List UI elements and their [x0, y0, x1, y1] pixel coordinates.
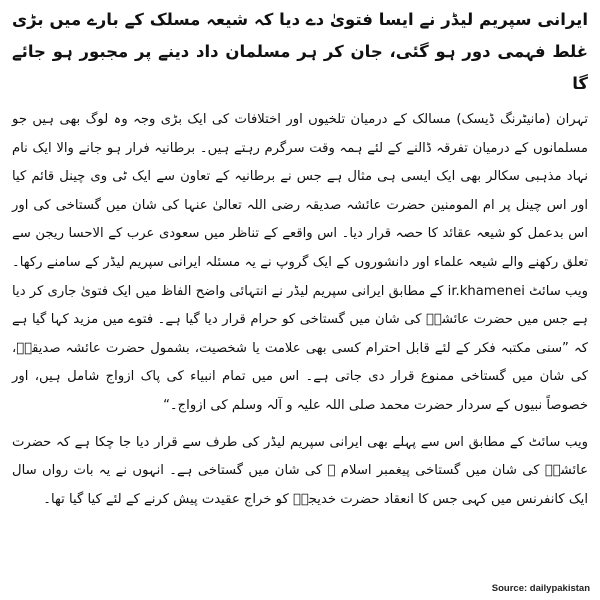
article-paragraph-1: تہران (مانیٹرنگ ڈیسک) مسالک کے درمیان تلخیوں اور اختلافات کی ایک بڑی وجہ وہ لوگ بھی ہیں جو مسلمانوں کے درمیان تفرقہ ڈالنے کے لئے ہمہ وقت سرگرم رہتے ہیں۔ برطانیہ فرار ہو جانے والا ایک نام نہاد مذہبی سکالر بھی ایک ایسی ہی مثال ہے جس نے برطانیہ کے تعاون سے ایک ٹی وی چینل قائم کیا اور اس چینل پر ام المومنین حضرت عائشہ صدیقہ رضی اللہ تعالیٰ عنہا کی شان میں گستاخی کی اور اس بدعمل کو شیعہ عقائد کا حصہ قرار دیا۔ اس واقعے کے تناظر میں سعودی عرب کے الاحسا ریجن سے تعلق رکھنے والے شیعہ علماء اور دانشوروں کے ایک گروپ نے یہ مسئلہ ایرانی سپریم لیڈر کے سامنے رکھا۔ ویب سائٹ ir.khamenei کے مطابق ایرانی سپریم لیڈر نے انتہائی واضح الفاظ میں ایک فتویٰ جاری کر دیا ہے جس میں حضرت عائشہؓ کی شان میں گستاخی کو حرام قرار دیا گیا ہے۔ فتوے میں مزید کہا گیا ہے کہ ”سنی مکتبہ فکر کے لئے قابل احترام کسی بھی علامت یا شخصیت، بشمول حضرت عائشہ صدیقہؓ، کی شان میں گستاخی ممنوع قرار دی جاتی ہے۔ اس میں تمام انبیاء کی پاک ازواج شامل ہیں، اور خصوصاً نبیوں کے سردار حضرت محمد صلی اللہ علیہ و آلہ وسلم کی ازواج۔“: [12, 112, 588, 413]
source-credit: Source: dailypakistan: [491, 583, 590, 594]
article-headline: ایرانی سپریم لیڈر نے ایسا فتویٰ دے دیا کہ شیعہ مسلک کے بارے میں بڑی غلط فہمی دور ہو گئی، جان کر ہر مسلمان داد دینے پر مجبور ہو جائے گا: [12, 10, 588, 93]
article: [12, 4, 588, 594]
article-paragraph-2: ویب سائٹ کے مطابق اس سے پہلے بھی ایرانی سپریم لیڈر کی طرف سے قرار دیا جا چکا ہے کہ حضرت عائشہؓ کی شان میں گستاخی پیغمبر اسلام ﷺ کی شان میں گستاخی ہے۔ انہوں نے یہ بات رواں سال ایک کانفرنس میں کہی جس کا انعقاد حضرت خدیجہؓ کو خراج عقیدت پیش کرنے کے لئے کیا گیا تھا۔: [12, 434, 588, 507]
